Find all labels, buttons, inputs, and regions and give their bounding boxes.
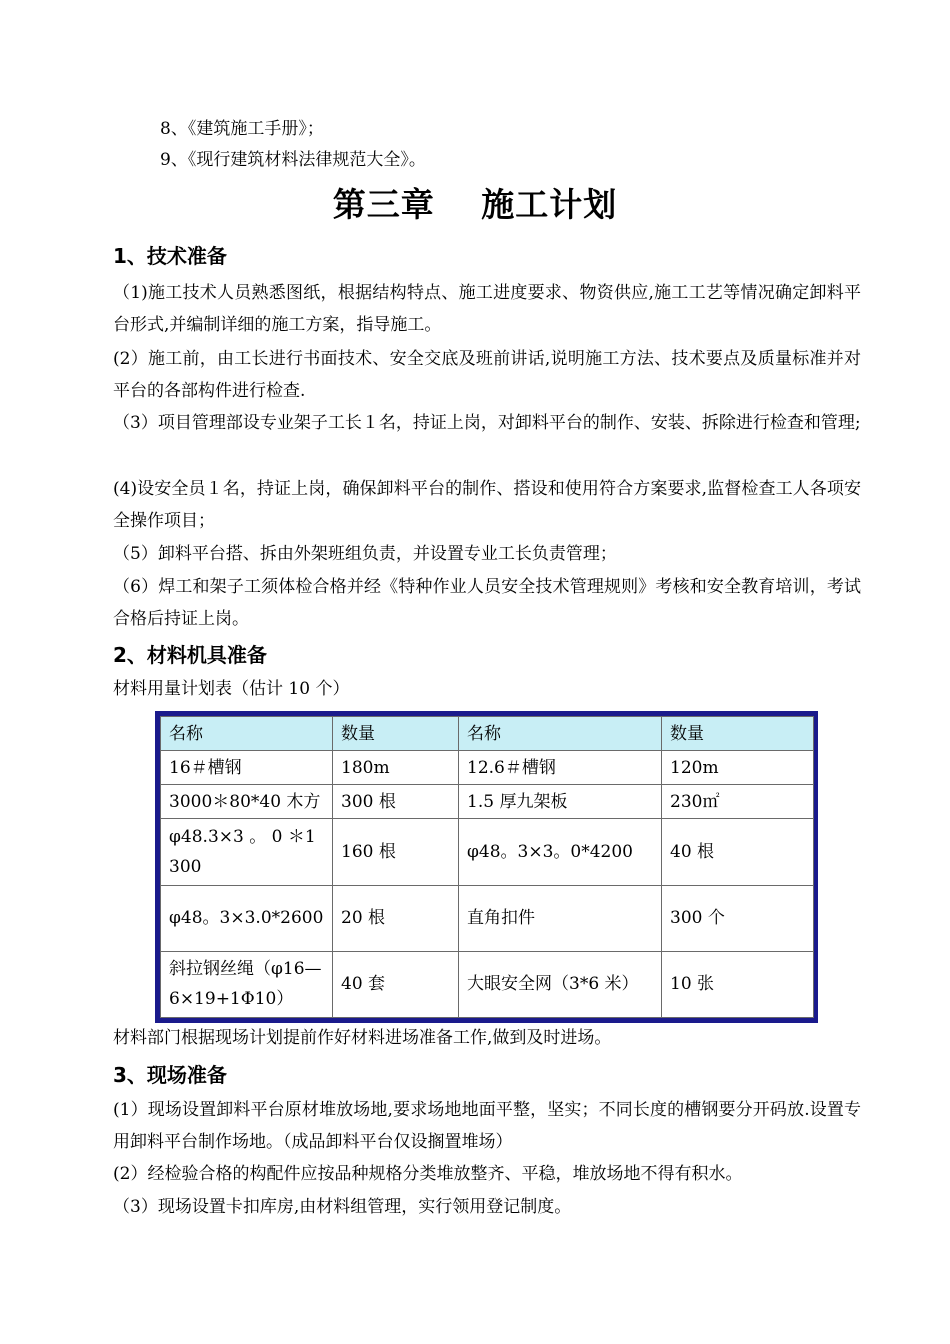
reference-item-9: 9、《现行建筑材料法律规范大全》。	[160, 150, 426, 170]
header-cell: 数量	[333, 717, 459, 751]
materials-table	[160, 716, 814, 1018]
site-paragraph-1: (1）现场设置卸料平台原材堆放场地,要求场地地面平整，坚实；不同长度的槽钢要分开码放.设置专用卸料平台制作场地。（成品卸料平台仅设搁置堆场）	[113, 1100, 861, 1152]
table-cell: 300 个	[662, 885, 814, 951]
table-cell: φ48。3×3.0*2600	[161, 885, 333, 951]
table-row	[161, 819, 814, 885]
tech-paragraph-4: (4)设安全员１名，持证上岗，确保卸料平台的制作、搭设和使用符合方案要求,监督检查工人各项安全操作项目；	[113, 479, 861, 531]
table-cell: 1.5 厚九架板	[459, 785, 662, 819]
table-cell: 10 张	[662, 951, 814, 1017]
table-cell: 160 根	[333, 819, 459, 885]
table-cell: 40 套	[333, 951, 459, 1017]
table-cell: 16＃槽钢	[161, 751, 333, 785]
chapter-title: 第三章 施工计划	[332, 185, 618, 224]
table-row	[161, 751, 814, 785]
table-cell: 3000＊80*40 木方	[161, 785, 333, 819]
materials-table-frame	[155, 711, 818, 1023]
tech-paragraph-1: （1)施工技术人员熟悉图纸，根据结构特点、施工进度要求、物资供应,施工工艺等情况确定卸料平台形式,并编制详细的施工方案，指导施工。	[113, 283, 861, 335]
table-cell: 直角扣件	[459, 885, 662, 951]
site-paragraph-3: （3）现场设置卡扣库房,由材料组管理，实行领用登记制度。	[113, 1197, 572, 1217]
table-cell: 20 根	[333, 885, 459, 951]
tech-paragraph-5: （5）卸料平台搭、拆由外架班组负责，并设置专业工长负责管理；	[113, 544, 617, 564]
tech-paragraph-3: （3）项目管理部设专业架子工长１名，持证上岗，对卸料平台的制作、安装、拆除进行检查和管理;	[113, 413, 861, 433]
header-cell: 名称	[161, 717, 333, 751]
table-cell: φ48.3×3 。 0 ＊1300	[161, 819, 333, 885]
table-header-row	[161, 717, 814, 751]
table-cell: 40 根	[662, 819, 814, 885]
materials-note: 材料部门根据现场计划提前作好材料进场准备工作,做到及时进场。	[113, 1028, 612, 1048]
site-paragraph-2: (2）经检验合格的构配件应按品种规格分类堆放整齐、平稳，堆放场地不得有积水。	[113, 1164, 743, 1184]
table-cell: 12.6＃槽钢	[459, 751, 662, 785]
table-caption: 材料用量计划表（估计 10 个）	[113, 679, 350, 699]
tech-paragraph-2: (2）施工前，由工长进行书面技术、安全交底及班前讲话,说明施工方法、技术要点及质量标准并对平台的各部构件进行检查.	[113, 349, 861, 401]
tech-paragraph-6: （6）焊工和架子工须体检合格并经《特种作业人员安全技术管理规则》考核和安全教育培训，考试合格后持证上岗。	[113, 577, 861, 629]
table-cell: φ48。3×3。0*4200	[459, 819, 662, 885]
section-heading-site: 3、现场准备	[113, 1063, 227, 1087]
table-row	[161, 951, 814, 1017]
header-cell: 名称	[459, 717, 662, 751]
table-cell: 180m	[333, 751, 459, 785]
reference-item-8: 8、《建筑施工手册》；	[160, 119, 324, 139]
header-cell: 数量	[662, 717, 814, 751]
table-cell: 300 根	[333, 785, 459, 819]
section-heading-materials: 2、材料机具准备	[113, 643, 267, 667]
table-cell: 230㎡	[662, 785, 814, 819]
table-cell: 斜拉钢丝绳（φ16—6×19+1Φ10）	[161, 951, 333, 1017]
section-heading-tech: 1、技术准备	[113, 244, 227, 268]
table-cell: 120m	[662, 751, 814, 785]
table-row	[161, 785, 814, 819]
table-row	[161, 885, 814, 951]
table-cell: 大眼安全网（3*6 米）	[459, 951, 662, 1017]
